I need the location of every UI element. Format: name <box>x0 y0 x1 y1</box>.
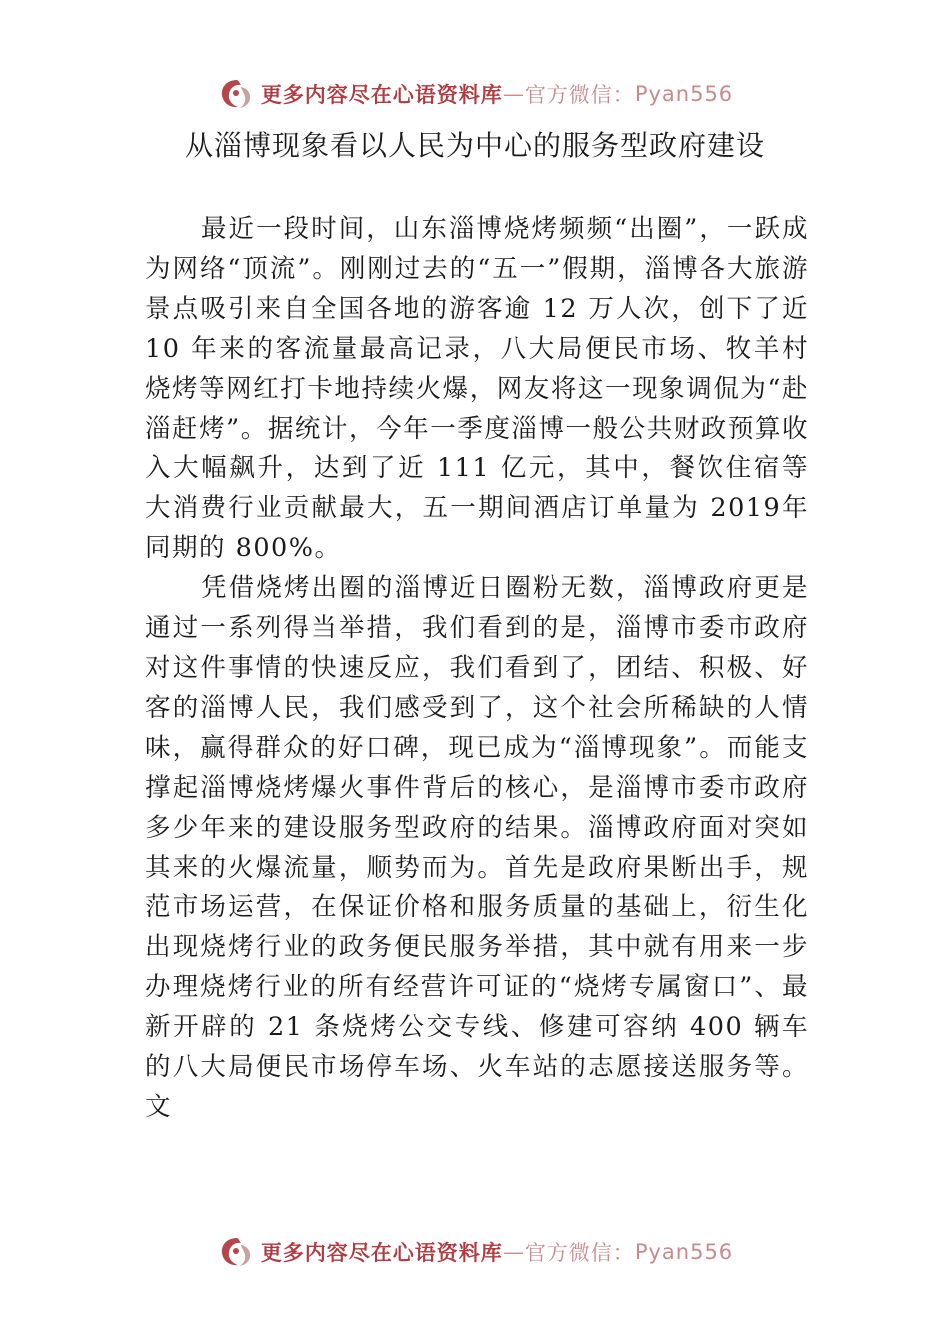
brand-logo-icon <box>217 1234 257 1270</box>
watermark-handle: Pyan556 <box>634 1240 734 1264</box>
watermark-dash: — <box>502 82 525 106</box>
watermark-banner-bottom <box>0 1232 950 1272</box>
watermark-label: 官方微信： <box>524 1241 635 1265</box>
watermark-brand-text: 更多内容尽在心语资料库 <box>260 82 503 107</box>
watermark-dash: — <box>502 1240 525 1264</box>
paragraph: 凭借烧烤出圈的淄博近日圈粉无数，淄博政府更是通过一系列得当举措，我们看到的是，淄博市委市政府对这件事情的快速反应，我们看到了，团结、积极、好客的淄博人民，我们感受到了，这个社会所稀缺的人情味，赢得群众的好口碑，现已成为“淄博现象”。而能支撑起淄博烧烤爆火事件背后的核心，是淄博市委市政府多少年来的建设服务型政府的结果。淄博政府面对突如其来的火爆流量，顺势而为。首先是政府果断出手，规范市场运营，在保证价格和服务质量的基础上，衍生化出现烧烤行业的政务便民服务举措，其中就有用来一步办理烧烤行业的所有经营许可证的“烧烤专属窗口”、最新开辟的 21 条烧烤公交专线、修建可容纳 400 辆车的八大局便民市场停车场、火车站的志愿接送服务等。文 <box>145 573 809 1122</box>
brand-logo-icon <box>217 76 257 112</box>
watermark-label: 官方微信： <box>524 83 635 107</box>
watermark-handle: Pyan556 <box>634 82 734 106</box>
document-title: 从淄博现象看以人民为中心的服务型政府建设 <box>184 129 765 162</box>
paragraph: 最近一段时间，山东淄博烧烤频频“出圈”，一跃成为网络“顶流”。刚刚过去的“五一”假期，淄博各大旅游景点吸引来自全国各地的游客逾 12 万人次，创下了近 10 年来的客流量最高记录，八大局便民市场、牧羊村烧烤等网红打卡地持续火爆，网友将这一现象调侃为“赴淄赶烤”。据统计，今年一季度淄博一般公共财政预算收入大幅飙升，达到了近 111 亿元，其中，餐饮住宿等大消费行业贡献最大，五一期间酒店订单量为 2019年同期的 800%。 <box>145 214 809 564</box>
document-body <box>145 210 809 1128</box>
watermark-banner-top <box>0 74 950 114</box>
watermark-brand-text: 更多内容尽在心语资料库 <box>260 1240 503 1265</box>
